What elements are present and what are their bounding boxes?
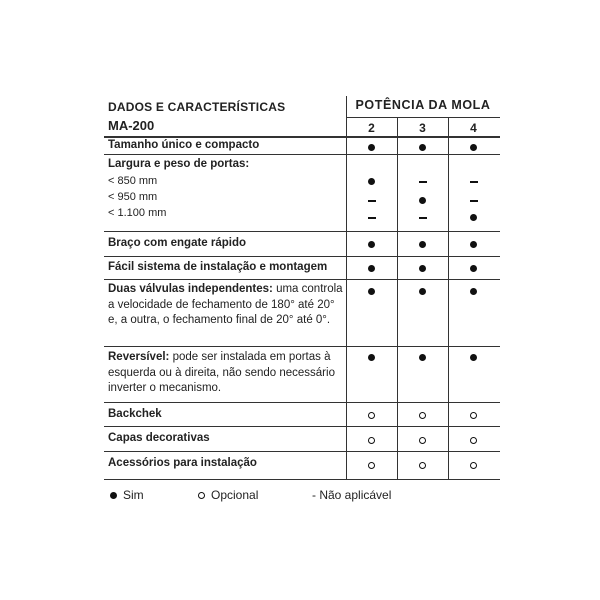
row-divider: [104, 154, 500, 155]
row-label-reversible: Reversível: pode ser instalada em portas à esquerda ou à direita, não sendo necessário inverter o mecanismo.: [108, 351, 335, 394]
mark-sim: [397, 238, 448, 250]
row-label-decorative-covers: Capas decorativas: [108, 432, 210, 444]
row-label-door-width: Largura e peso de portas:: [108, 158, 250, 170]
mark-opcional: [346, 409, 397, 421]
column-header-3: 3: [419, 121, 426, 135]
mark-not-applicable: [397, 211, 448, 223]
row-divider: [104, 402, 500, 403]
legend-nao-aplicavel: - Não aplicável: [312, 488, 392, 502]
row-divider: [104, 426, 500, 427]
row-divider: [104, 256, 500, 257]
row-label-compact-size: Tamanho único e compacto: [108, 139, 260, 151]
mark-sim: [448, 141, 499, 153]
mark-opcional: [346, 459, 397, 471]
mark-not-applicable: [346, 194, 397, 206]
legend-opcional: Opcional: [198, 488, 258, 502]
mark-sim: [346, 238, 397, 250]
mark-sim: [448, 211, 499, 223]
mark-not-applicable: [448, 194, 499, 206]
spring-power-heading: POTÊNCIA DA MOLA: [355, 98, 491, 112]
row-label-backchek: Backchek: [108, 408, 162, 420]
mark-not-applicable: [448, 175, 499, 187]
column-header-2: 2: [368, 121, 375, 135]
mark-opcional: [448, 434, 499, 446]
open-circle-icon: [198, 492, 205, 499]
row-divider: [104, 279, 500, 280]
mark-sim: [397, 194, 448, 206]
model-name: MA-200: [108, 118, 155, 133]
mark-sim: [397, 285, 448, 297]
filled-dot-icon: [110, 492, 117, 499]
column-header-4: 4: [470, 121, 477, 135]
row-divider: [104, 451, 500, 452]
row-divider: [104, 346, 500, 347]
mark-sim: [448, 351, 499, 363]
mark-sim: [346, 175, 397, 187]
row-label-two-valves: Duas válvulas independentes: uma controla a velocidade de fechamento de 180° até 20° e, a outra, o fechamento final de 20° até 0°.: [108, 283, 343, 326]
mark-sim: [397, 141, 448, 153]
mark-sim: [397, 351, 448, 363]
row-label-easy-install: Fácil sistema de instalação e montagem: [108, 261, 328, 273]
mark-sim: [346, 262, 397, 274]
row-label-quick-arm: Braço com engate rápido: [108, 237, 247, 249]
mark-opcional: [397, 434, 448, 446]
legend-sim: Sim: [110, 488, 144, 502]
mark-opcional: [448, 409, 499, 421]
mark-sim: [346, 351, 397, 363]
mark-sim: [346, 285, 397, 297]
mark-sim: [448, 238, 499, 250]
mark-opcional: [397, 409, 448, 421]
mark-not-applicable: [346, 211, 397, 223]
mark-sim: [448, 285, 499, 297]
table-title: DADOS E CARACTERÍSTICAS: [108, 100, 286, 114]
mark-sim: [448, 262, 499, 274]
sub-label-850: < 850 mm: [108, 175, 158, 187]
header-divider: [346, 117, 500, 118]
mark-opcional: [397, 459, 448, 471]
mark-sim: [346, 141, 397, 153]
table-bottom-line: [104, 479, 500, 480]
mark-opcional: [448, 459, 499, 471]
mark-opcional: [346, 434, 397, 446]
mark-not-applicable: [397, 175, 448, 187]
sub-label-1100: < 1.100 mm: [108, 207, 167, 219]
sub-label-950: < 950 mm: [108, 191, 158, 203]
mark-sim: [397, 262, 448, 274]
row-label-installation-accessories: Acessórios para instalação: [108, 457, 257, 469]
row-divider: [104, 231, 500, 232]
